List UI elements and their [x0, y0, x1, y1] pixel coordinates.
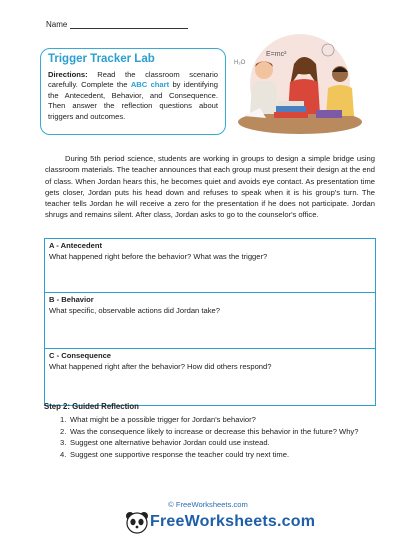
question-text: Was the consequence likely to increase or decrease this behavior in the future? Why? [70, 426, 359, 436]
question-number: 4. [60, 449, 67, 459]
name-label: Name [46, 20, 68, 29]
question-text: Suggest one alternative behavior Jordan could use instead. [70, 438, 270, 448]
question-item [60, 415, 376, 426]
title-box [40, 48, 226, 135]
scenario-paragraph: During 5th period science, students are working in groups to design a simple bridge using classroom materials. The teacher announces that each group must present their design at the end of class. When Jordan hears this, he becomes quiet and avoids eye contact. As presentation time gets closer, Jordan puts his head down and refuses to speak when it is his group's turn. The teacher tells Jordan he will receive a zero for the presentation if he does not participate. Jordan shrugs and remains silent. After class, Jordan asks to go to the counselor's office. [45, 154, 375, 220]
question-item [60, 427, 376, 438]
formula-text: E=mc² [266, 51, 287, 58]
directions-label: Directions: [48, 70, 88, 79]
copyright-link[interactable]: © FreeWorksheets.com [168, 500, 248, 509]
students-studying-illustration [224, 34, 372, 142]
row-prompt: What happened right after the behavior? How did others respond? [49, 362, 272, 371]
question-text: What might be a possible trigger for Jordan's behavior? [70, 415, 256, 424]
directions-part-1: Read the classroom scenario carefully. Complete the [48, 70, 218, 90]
abc-row-consequence[interactable] [45, 349, 375, 405]
row-prompt: What happened right before the behavior? What was the trigger? [49, 252, 268, 261]
abc-chart-term: ABC chart [130, 80, 170, 90]
row-label: B - Behavior [49, 295, 94, 304]
worksheet-title: Trigger Tracker Lab [48, 53, 155, 65]
reflection-questions [60, 415, 376, 461]
directions-part-2: by identifying the Antecedent, Behavior, and Consequence. Then answer the reflection questions about triggers and outcomes. [48, 80, 218, 121]
step2-title: Step 2: Guided Reflection [44, 402, 139, 411]
question-number: 1. [60, 415, 67, 424]
molecule-text: H₂O [234, 60, 246, 66]
panda-icon [124, 510, 150, 534]
brand-name: FreeWorksheets.com [150, 513, 316, 530]
question-number: 3. [60, 438, 67, 448]
question-number: 2. [60, 426, 67, 436]
question-item [60, 450, 376, 461]
row-label: A - Antecedent [49, 241, 103, 250]
question-text: Suggest one supportive response the teacher could try next time. [70, 449, 290, 459]
question-item [60, 438, 376, 449]
name-line[interactable] [70, 21, 188, 29]
brand-logo [124, 510, 315, 534]
directions-text [48, 70, 218, 122]
abc-chart [44, 238, 376, 406]
row-label: C - Consequence [49, 351, 112, 360]
row-prompt: What specific, observable actions did Jordan take? [49, 306, 220, 315]
abc-row-antecedent[interactable] [45, 239, 375, 293]
name-field [46, 20, 188, 29]
abc-row-behavior[interactable] [45, 293, 375, 349]
